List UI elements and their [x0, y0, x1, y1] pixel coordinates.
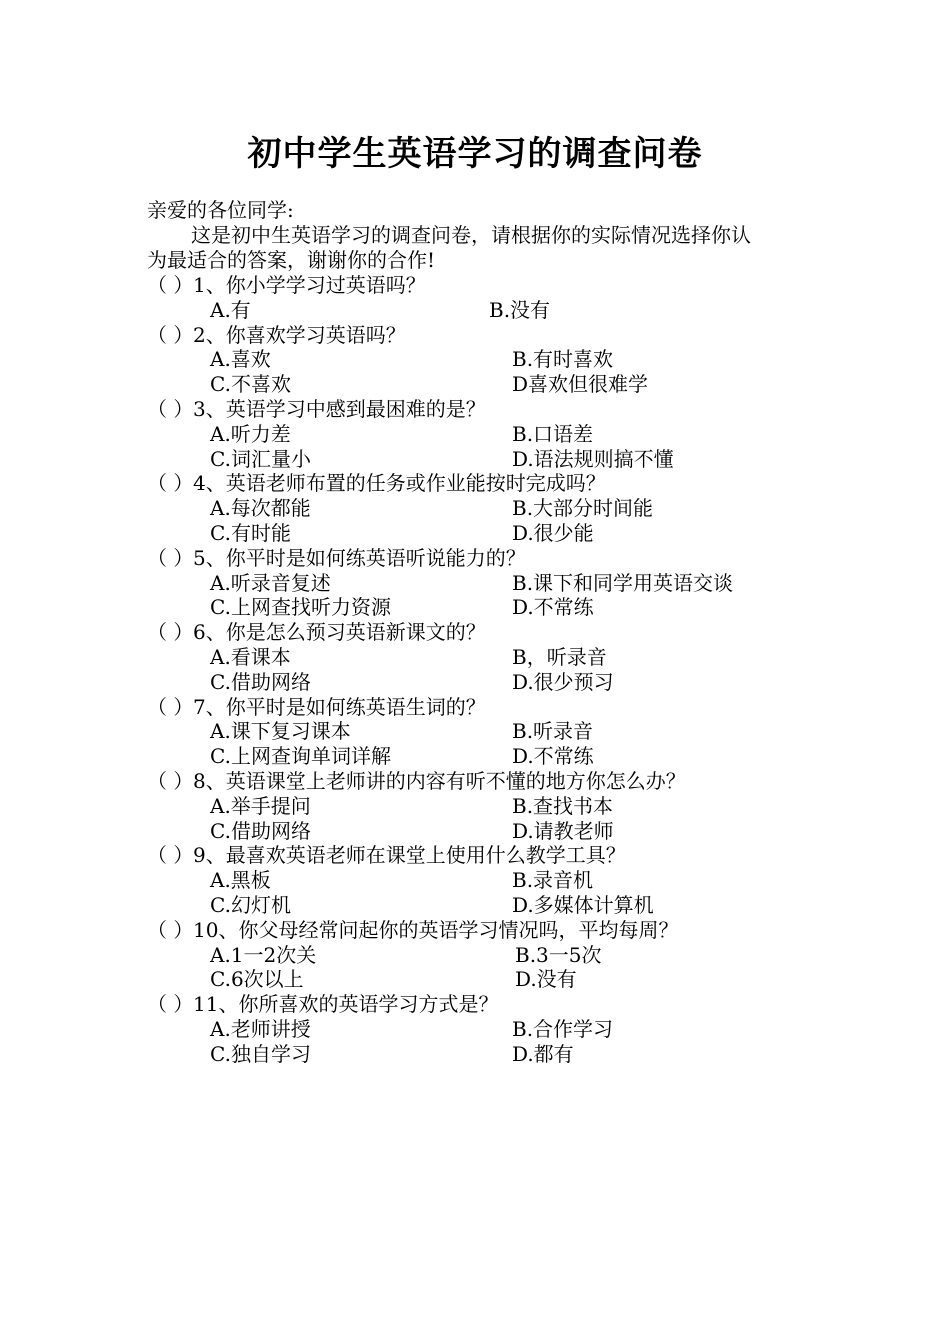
option-c: C.上网查找听力资源 [210, 595, 391, 620]
question-9 [147, 843, 847, 917]
option-c: C.不喜欢 [210, 372, 291, 397]
answer-blank[interactable]: （ ） [147, 768, 194, 793]
question-6 [147, 620, 847, 694]
question-list [147, 273, 847, 1067]
option-b: B.有时喜欢 [512, 347, 614, 372]
question-text: 3、英语学习中感到最困难的是？ [193, 396, 486, 421]
option-b: B.听录音 [512, 719, 594, 744]
page-title: 初中学生英语学习的调查问卷 [247, 134, 703, 174]
option-c: C.独自学习 [210, 1041, 311, 1066]
answer-blank[interactable]: （ ） [147, 620, 194, 645]
option-b: B.大部分时间能 [512, 496, 654, 521]
option-d: D喜欢但很难学 [512, 372, 649, 397]
option-a: A.听力差 [210, 421, 291, 446]
option-a: A.看课本 [210, 644, 291, 669]
answer-blank[interactable]: （ ） [147, 322, 194, 347]
question-7 [147, 695, 847, 769]
option-d: D.语法规则搞不懂 [512, 446, 674, 471]
question-text: 2、你喜欢学习英语吗？ [193, 322, 406, 347]
question-text: 11、你所喜欢的英语学习方式是？ [193, 992, 499, 1017]
option-d: D.多媒体计算机 [512, 892, 654, 917]
option-d: D.没有 [515, 967, 577, 992]
answer-blank[interactable]: （ ） [147, 843, 194, 868]
option-c: C.有时能 [210, 520, 291, 545]
answer-blank[interactable]: （ ） [147, 992, 194, 1017]
option-b: B.合作学习 [512, 1016, 614, 1041]
option-d: D.很少能 [512, 520, 594, 545]
option-a: A.黑板 [210, 868, 271, 893]
question-text: 8、英语课堂上老师讲的内容有听不懂的地方你怎么办？ [193, 768, 686, 793]
option-d: D.很少预习 [512, 669, 614, 694]
answer-blank[interactable]: （ ） [147, 694, 194, 719]
option-a: A.老师讲授 [210, 1016, 311, 1041]
answer-blank[interactable]: （ ） [147, 545, 194, 570]
option-c: C.借助网络 [210, 818, 311, 843]
option-b: B.3一5次 [515, 942, 602, 967]
question-text: 10、你父母经常问起你的英语学习情况吗，平均每周？ [193, 917, 679, 942]
intro-line-2: 为最适合的答案，谢谢你的合作! [147, 247, 436, 272]
question-text: 6、你是怎么预习英语新课文的？ [193, 620, 486, 645]
option-d: D.都有 [512, 1041, 574, 1066]
question-5 [147, 546, 847, 620]
option-b: B.口语差 [512, 421, 594, 446]
option-d: D.不常练 [512, 595, 594, 620]
option-a: A.课下复习课本 [210, 719, 351, 744]
option-d: D.请教老师 [512, 818, 614, 843]
option-a: A.听录音复述 [210, 570, 331, 595]
question-text: 1、你小学学习过英语吗？ [193, 273, 426, 297]
option-a: A.喜欢 [210, 347, 271, 372]
answer-blank[interactable]: （ ） [147, 396, 194, 421]
option-b: B，听录音 [512, 644, 607, 669]
intro-line-1: 这是初中生英语学习的调查问卷，请根据你的实际情况选择你认 [191, 223, 751, 247]
question-11 [147, 992, 847, 1066]
option-c: C.幻灯机 [210, 892, 291, 917]
option-c: C.词汇量小 [210, 446, 311, 471]
question-2 [147, 323, 847, 397]
option-a: A.有 [210, 297, 251, 322]
option-b: B.查找书本 [512, 793, 614, 818]
question-text: 9、最喜欢英语老师在课堂上使用什么教学工具？ [193, 843, 626, 868]
question-1 [147, 273, 847, 323]
question-3 [147, 397, 847, 471]
option-c: C.借助网络 [210, 669, 311, 694]
option-a: A.举手提问 [210, 793, 311, 818]
option-d: D.不常练 [512, 744, 594, 769]
option-b: B.课下和同学用英语交谈 [512, 570, 734, 595]
question-8 [147, 769, 847, 843]
option-b: B.录音机 [512, 868, 594, 893]
question-text: 4、英语老师布置的任务或作业能按时完成吗？ [193, 471, 606, 496]
answer-blank[interactable]: （ ） [147, 471, 194, 496]
answer-blank[interactable]: （ ） [147, 273, 194, 297]
question-10 [147, 918, 847, 992]
question-4 [147, 471, 847, 545]
question-text: 7、你平时是如何练英语生词的？ [193, 694, 486, 719]
option-b: B.没有 [489, 297, 551, 322]
option-c: C.上网查询单词详解 [210, 744, 391, 769]
intro-paragraph [147, 223, 827, 273]
option-c: C.6次以上 [210, 967, 304, 992]
question-text: 5、你平时是如何练英语听说能力的？ [193, 545, 526, 570]
salutation: 亲爱的各位同学: [147, 198, 294, 222]
option-a: A.1一2次关 [210, 942, 317, 967]
answer-blank[interactable]: （ ） [147, 917, 194, 942]
option-a: A.每次都能 [210, 496, 311, 521]
